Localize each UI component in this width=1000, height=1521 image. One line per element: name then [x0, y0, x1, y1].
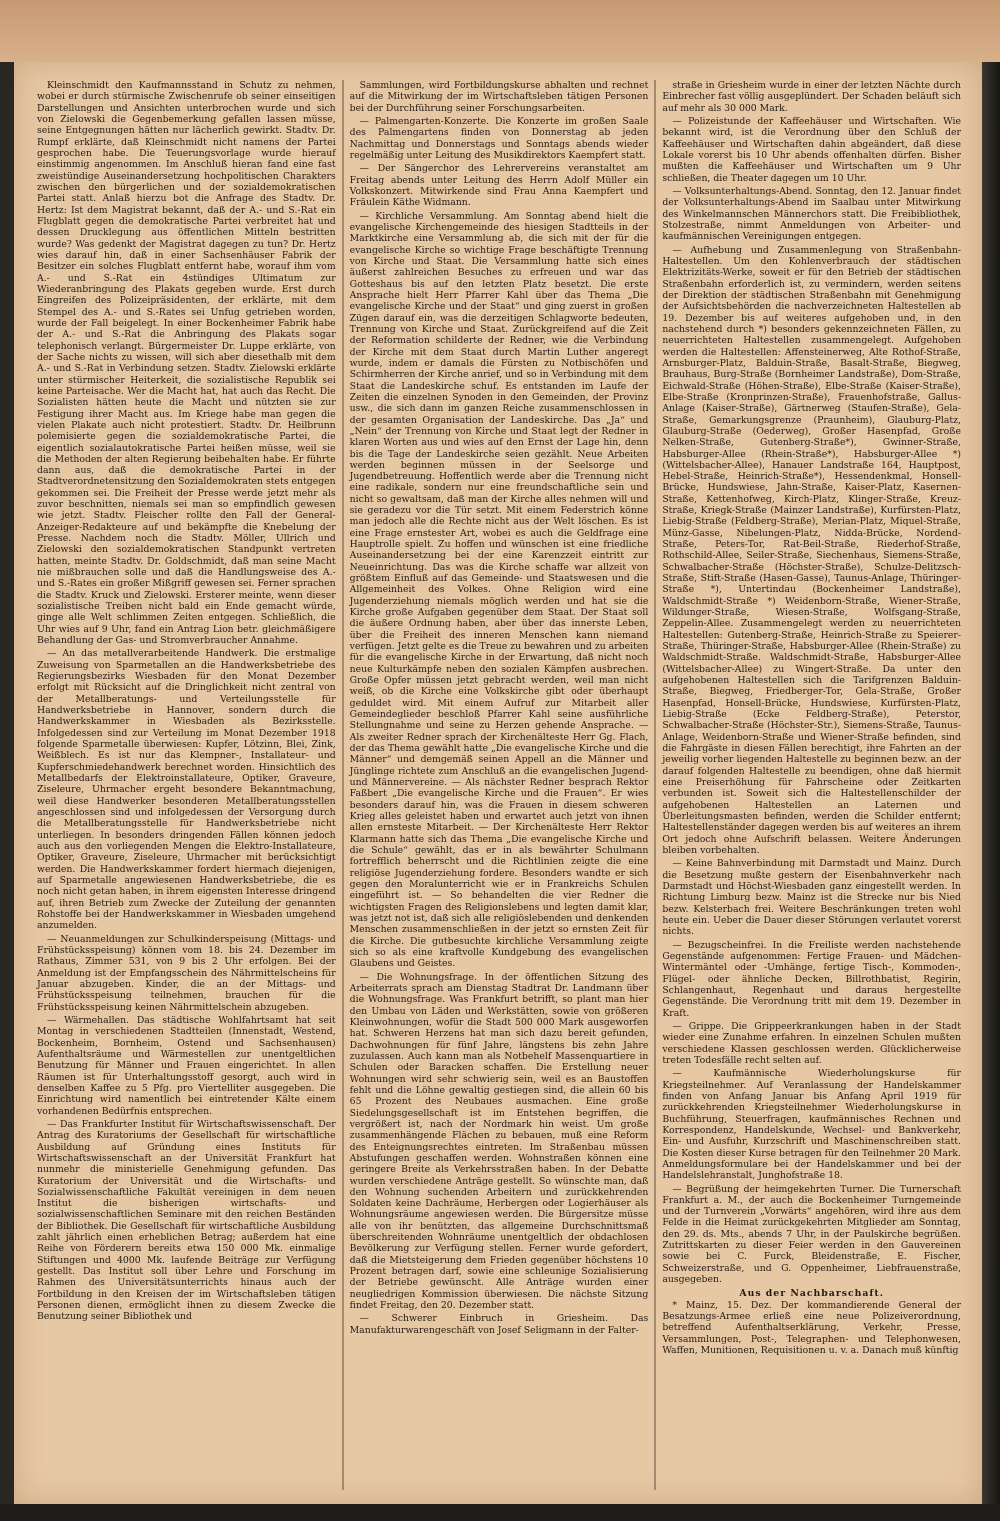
article-paragraph: Kleinschmidt den Kaufmannsstand in Schutz zu nehmen, wobei er durch stürmische Zwischenrufe ob seiner einseitigen Darstellungen und Ansichten unterbrochen wurde und sich von Zielowski die Gegenbemerkung gefallen lassen müsse, seine Entgegnungen hätten nur lächerlich gewirkt. Stadtv. Dr. Rumpf erklärte, daß Kleinschmidt nicht namens der Partei gesprochen habe. Die Teuerungsvorlage wurde hierauf einstimmig angenommen. Im Anschluß hieran fand eine fast zweistündige Auseinandersetzung hochpolitischen Charakters zwischen den bürgerlichen und der sozialdemokratischen Partei statt. Anlaß hierzu bot die Anfrage des Stadtv. Dr. Hertz: Ist dem Magistrat bekannt, daß der A.- und S.-Rat ein Flugblatt gegen die demokratische Partei verbreitet hat und dessen Drucklegung aus öffentlichen Mitteln bestritten wurde? Was gedenkt der Magistrat dagegen zu tun? Dr. Hertz wies darauf hin, daß in einer Sachsenhäuser Fabrik der Besitzer ein solches Flugblatt entfernt habe, worauf ihm vom A.- und S.-Rat ein 4stündiges Ultimatum zur Wiederanbringung des Plakats gegeben wurde. Erst durch Eingreifen des Polizeipräsidenten, der erklärte, mit dem Stempel des A.- und S.-Rates sei Unfug getrieben worden, wurde der Fall beigelegt. In einer Bockenheimer Fabrik habe der A.- und S.-Rat die Anbringung des Plakats sogar telephonisch verlangt. Bürgermeister Dr. Luppe erklärte, von der Sache nichts zu wissen, will sich aber diesethalb mit dem A.- und S.-Rat in Verbindung setzen. Stadtv. Zielowski erklärte unter stürmischer Heiterkeit, die sozialistische Republik sei keine Parteisache. Wer die Macht hat, hat auch das Recht. Die Sozialisten hätten heute die Macht und nützten sie zur Festigung ihrer Macht aus. Im Kriege habe man gegen die vielen Plakate auch nicht protestiert. Stadtv. Dr. Heilbrunn polemisierte gegen die sozialdemokratische Partei, die eigentlich sozialautokratische Partei heißen müsse, weil sie die Methoden der alten Regierung beibehalten habe. Er führte dann aus, daß die demokratische Partei in der Stadtverordnetensitzung den Sozialdemokraten stets entgegen gekommen sei. Die Freiheit der Presse werde jetzt mehr als zuvor beschnitten, niemals sei man so empfindlich gewesen wie jetzt. Stadtv. Fleischer rollte den Fall der General-Anzeiger-Redakteure auf und bekämpfte die Knebelung der Presse. Nachdem noch die Stadtv. Möller, Ullrich und Zielowski den sozialdemokratischen Standpunkt vertreten hatten, meinte Stadtv. Dr. Goldschmidt, daß man seine Macht nie mißbrauchen solle und daß die Handlungsweise des A.- und S.-Rates ein großer Mißgriff gewesen sei. Ferner sprachen die Stadtv. Kruck und Zielowski. Ersterer meinte, wenn dieser sozialistische Treiben nicht bald ein Ende gemacht würde, ginge alle Welt schlimmen Zeiten entgegen. Schließlich, die Uhr wies auf 9 Uhr, fand ein Antrag Lion betr. gleichmäßigere Behandlung der Gas- und Stromverbraucher Annahme.: [37, 80, 336, 647]
column-rule: [342, 80, 344, 1490]
article-paragraph: — Der Sängerchor des Lehrervereins veranstaltet am Freitag abends unter Leitung des Herrn Adolf Müller ein Volkskonzert. Mitwirkende sind Frau Anna Kaempfert und Fräulein Käthe Widmann.: [349, 163, 649, 209]
column-rule: [654, 80, 656, 1490]
article-paragraph: — Polizeistunde der Kaffeehäuser und Wirtschaften. Wie bekannt wird, ist die Verordnung über den Schluß der Kaffeehäuser und Wirtschaften dahin abgeändert, daß diese Lokale vorerst bis 10 Uhr abends offenhalten dürfen. Bisher mußten die Kaffeehäuser und Wirtschaften um 9 Uhr schließen, die Theater dagegen um 10 Uhr.: [662, 115, 961, 184]
article-paragraph: straße in Griesheim wurde in einer der letzten Nächte durch Einbrecher fast völlig ausgeplündert. Der Schaden beläuft sich auf mehr als 30 000 Mark.: [662, 80, 961, 114]
article-paragraph: — Schwerer Einbruch in Griesheim. Das Manufakturwarengeschäft von Josef Seligmann in der Falter-: [349, 1313, 649, 1336]
article-paragraph: — Begrüßung der heimgekehrten Turner. Die Turnerschaft Frankfurt a. M., der auch die Bockenheimer Turngemeinde und der Turnverein „Vorwärts“ angehören, wird ihre aus dem Felde in die Heimat zurückgekehrten Mitglieder am Sonntag, den 29. ds. Mts., abends 7 Uhr, in der Paulskirche begrüßen. Zutrittskarten zu dieser Feier werden in den Gauvereinen sowie bei C. Furck, Bleidenstraße, E. Fischer, Schweizerstraße, und G. Oppenheimer, Liebfrauenstraße, ausgegeben.: [662, 1183, 961, 1286]
article-paragraph: — Neuanmeldungen zur Schulkinderspeisung (Mittags- und Frühstücksspeisung) können vom 18. bis 24. Dezember im Rathaus, Zimmer 531, von 9 bis 2 Uhr erfolgen. Bei der Anmeldung ist der Empfangsschein des Nährmittelscheins für Januar abzugeben. Kinder, die an der Mittags- und Frühstücksspeisung teilnehmen, brauchen für die Frühstücksspeisung keinen Nährmittelschein abzugeben.: [37, 933, 336, 1013]
article-paragraph: Sammlungen, wird Fortbildungskurse abhalten und rechnet auf die Mitwirkung der im Wirtschaftsleben tätigen Personen bei der Durchführung seiner Forschungsarbeiten.: [349, 80, 649, 114]
article-paragraph: — Grippe. Die Grippeerkrankungen haben in der Stadt wieder eine Zunahme erfahren. In einzelnen Schulen mußten verschiedene Klassen geschlossen werden. Glücklicherweise treten Todesfälle recht selten auf.: [662, 1020, 961, 1066]
column-3: [659, 80, 964, 1490]
article-paragraph: — Kaufmännische Wiederholungskurse für Kriegsteilnehmer. Auf Veranlassung der Handelskammer finden von Anfang Januar bis Anfang April 1919 für zurückkehrenden Kriegsteilnehmer Wiederholungskurse in Buchführung, Steuerfragen, kaufmännisches Rechnen und Korrespondenz, Handelskunde, Wechsel- und Bankverkehr, Ein- und Ausfuhr, Kurzschrift und Maschinenschreiben statt. Die Kosten dieser Kurse betragen für den Teilnehmer 20 Mark. Anmeldungsformulare bei der Handelskammer und bei der Handelslehranstalt, Junghofstraße 18.: [662, 1068, 961, 1182]
newspaper-page: [14, 62, 982, 1504]
article-paragraph: — Kirchliche Versammlung. Am Sonntag abend hielt die evangelische Kirchengemeinde des hiesigen Stadtteils in der Marktkirche eine Versammlung ab, die sich mit der für die evangelische Kirche so wichtige Frage beschäftigte Trennung von Kirche und Staat. Die Versammlung hatte sich eines äußerst zahlreichen Besuches zu erfreuen und war das Gotteshaus bis auf den letzten Platz besetzt. Die erste Ansprache hielt Herr Pfarrer Kahl über das Thema „Die evangelische Kirche und der Staat“ und ging zuerst in großen Zügen darauf ein, was die derzeitigen Schlagworte bedeuten, Trennung von Kirche und Staat. Zurückgreifend auf die Zeit der Reformation schilderte der Redner, wie die Verbindung der Kirche mit dem Staat durch Martin Luther angeregt wurde, indem er damals die Fürsten zu Notbischöfen und Schirmherren der Kirche anrief, und so in Verbindung mit dem Staat die Landeskirche schuf. Es entstanden im Laufe der Zeiten die einzelnen Synoden in den Gemeinden, der Provinz usw., die sich dann im ganzen Reiche zusammenschlossen in der gesamten Organisation der Landeskirche. Das „Ja“ und „Nein“ der Trennung von Kirche und Staat legt der Redner in klaren Worten aus und wies auf den Ernst der Lage hin, denn bis die Tage der Landeskirche seien gezählt. Neue Arbeiten werden beginnen müssen in der Seelsorge und Jugendbetreuung. Hoffentlich werde aber die Trennung nicht eine radikale, sondern nur eine freundschaftliche sein und nicht so gewaltsam, daß man der Kirche alles nehmen will und sie geradezu vor die Tür setzt. Mit einem Federstrich könne man jedoch alle die Rechte nicht aus der Welt löschen. Es ist eine Frage ernstester Art, wobei es auch die Geldfrage eine Hauptrolle spielt. Zu hoffen und wünschen ist eine friedliche Auseinandersetzung bei der eine Karenzzeit eintritt zur Neueinrichtung. Das was die Kirche schaffe war allzeit von größtem Einfluß auf das Gemeinde- und Staatswesen und die Allgemeinheit des Volkes. Ohne Religion wird eine Jugenderziehung niemals möglich werden und hat sie die Kirche große Aufgaben gegenüber dem Staat. Der Staat soll die äußere Ordnung haben, aber über das innerste Leben, über die Freiheit des inneren Menschen kann niemand verfügen. Jetzt gelte es die Treue zu bewahren und zu arbeiten für die evangelische Kirche in der Erwartung, daß nicht noch neue Kulturkämpfe neben den sozialen Kämpfen ausbrechen. Große Opfer müssen jetzt gebracht werden, weil man nicht weiß, ob die Kirche eine Volkskirche gibt oder überhaupt geduldet wird. Mit einem Aufruf zur Mitarbeit aller Gemeindeglieder beschloß Pfarrer Kahl seine ausführliche Stellungnahme und seine zu Herzen gehende Ansprache. — Als zweiter Redner sprach der Kirchenälteste Herr Gg. Flach, der das Thema gewählt hatte „Die evangelische Kirche und die Männer“ und demgemäß seinen Appell an die Männer und Jünglinge richtete zum Anschluß an die evangelischen Jugend- und Männervereine. — Als nächster Redner besprach Rektor Faßbert „Die evangelische Kirche und die Frauen“. Er wies besonders darauf hin, was die Frauen in diesem schweren Krieg alles geleistet haben und erwartet auch jetzt von ihnen allen ernsteste Mitarbeit. — Der Kirchenälteste Herr Rektor Klarmann hatte sich das Thema „Die evangelische Kirche und die Schule“ gewählt, das er in als bewährter Schulmann fortrefflich beherrscht und die Richtlinien zeigte die eine religiöse Jugenderziehung fordere. Besonders wandte er sich gegen den Moralunterricht wie er in Frankreichs Schulen eingeführt ist. — So behandelten die vier Redner die wichtigsten Fragen des Religionslebens und legten damit klar, was jetzt not ist, daß sich alle religiöslebenden und denkenden Menschen zusammenschließen in der jetzt so ernsten Zeit für die Kirche. Die gutbesuchte kirchliche Versammlung zeigte sich so als eine kraftvolle Kundgebung des evangelischen Glaubens und Geistes.: [349, 210, 649, 970]
section-heading: Aus der Nachbarschaft.: [739, 1288, 884, 1300]
article-paragraph: — Wärmehallen. Das städtische Wohlfahrtsamt hat seit Montag in verschiedenen Stadtteilen (Innenstadt, Westend, Bockenheim, Bornheim, Ostend und Sachsenhausen) Aufenthaltsräume und Wärmestellen zur unentgeltlichen Benutzung für Männer und Frauen eingerichtet. In allen Räumen ist für Unterhaltungsstoff gesorgt, auch wird in denselben Kaffee zu 5 Pfg. pro Viertelliter ausgegeben. Die Einrichtung wird namentlich bei eintretender Kälte einem vorhandenen Bedürfnis entsprechen.: [37, 1014, 336, 1117]
article-paragraph: — Volksunterhaltungs-Abend. Sonntag, den 12. Januar findet der Volksunterhaltungs-Abend im Saalbau unter Mitwirkung des Winkelmannschen Männerchors statt. Die Freibibliothek, Stolzestraße, nimmt Anmeldungen von Arbeiter- und kaufmännischen Vereinigungen entgegen.: [662, 185, 961, 243]
article-paragraph: — Aufhebung und Zusammenlegung von Straßenbahn-Haltestellen. Um den Kohlenverbrauch der städtischen Elektrizitäts-Werke, soweit er für den Betrieb der städtischen Straßenbahn erforderlich ist, zu vermindern, werden seitens der Direktion der städtischen Straßenbahn mit Genehmigung der Aufsichtsbehörden die nachverzeichneten Haltestellen ab 19. Dezember bis auf weiteres aufgehoben und, in den nachstehend durch *) besonders gekennzeichneten Fällen, zu neuerrichteten Haltestellen zusammengelegt. Aufgehoben werden die Haltestellen: Affensteinerweg, Alte Rothof-Straße, Arnsburger-Platz, Balduin-Straße, Basalt-Straße, Biegweg, Brauhaus, Burg-Straße (Bornheimer Landstraße), Dom-Straße, Eichwald-Straße (Höhen-Straße), Elbe-Straße (Kaiser-Straße), Elbe-Straße (Kronprinzen-Straße), Frauenhofstraße, Gallus-Anlage (Kaiser-Straße), Gärtnerweg (Staufen-Straße), Gela-Straße, Gemarkungsgrenze (Praunheim), Glauburg-Platz, Glauburg-Straße (Oederweg), Großer Hasenpfad, Große Nelken-Straße, Gutenberg-Straße*), Gwinner-Straße, Habsburger-Allee (Rhein-Straße*), Habsburger-Allee *) (Wittelsbacher-Allee), Hanauer Landstraße 164, Hauptpost, Hebel-Straße, Heinrich-Straße*), Hessendenkmal, Honsell-Brücke, Hundswiese, Jahn-Straße, Kaiser-Platz, Kasernen-Straße, Kettenhofweg, Kirch-Platz, Klinger-Straße, Kreuz-Straße, Kriegk-Straße (Mainzer Landstraße), Kurfürsten-Platz, Liebig-Straße (Feldberg-Straße), Merian-Platz, Miquel-Straße, Münz-Gasse, Nibelungen-Platz, Nidda-Brücke, Nordend-Straße, Peters-Tor, Rat-Beil-Straße, Riederhof-Straße, Rothschild-Allee, Seiler-Straße, Siechenhaus, Siemens-Straße, Schwalbacher-Straße (Höchster-Straße), Schulze-Delitzsch-Straße, Stift-Straße (Hasen-Gasse), Taunus-Anlage, Thüringer-Straße *), Untertindau (Bockenheimer Landstraße), Waldschmidt-Straße *) Weidenborn-Straße, Wiener-Straße, Wildunger-Straße, Wiesen-Straße, Wolfsgang-Straße, Zeppelin-Allee. Zusammengelegt werden zu neuerrichteten Haltestellen: Gutenberg-Straße, Heinrich-Straße zu Speierer-Straße, Thüringer-Straße, Habsburger-Allee (Rhein-Straße) zu Waldschmidt-Straße. Waldschmidt-Straße, Habsburger-Allee (Wittelsbacher-Allee) zu Wingert-Straße. Da unter den aufgehobenen Haltestellen sich die Tarifgrenzen Balduin-Straße, Biegweg, Friedberger-Tor, Gela-Straße, Großer Hasenpfad, Honsell-Brücke, Hundswiese, Kurfürsten-Platz, Liebig-Straße (Ecke Feldberg-Straße), Peterstor, Schwalbacher-Straße (Höchster-Str.), Siemens-Straße, Taunus-Anlage, Weidenborn-Straße und Wiener-Straße befinden, sind die Fahrgäste in diesen Fällen berechtigt, ihre Fahrten an der jeweilig vorher liegenden Haltestelle zu beginnen bezw. an der darauf folgenden Haltestelle zu beendigen, ohne daß hiermit eine Preiserhöhung für Fahrscheine oder Zeitkarten verbunden ist. Soweit sich die Haltestellenschilder der aufgehobenen Haltestellen an Laternen und Überleitungsmasten befinden, werden die Schilder entfernt; Haltestellenständer dagegen werden bis auf weiteres an ihrem Ort jedoch ohne Aufschrift belassen. Weitere Änderungen bleiben vorbehalten.: [662, 244, 961, 856]
scan-top-margin: [0, 0, 1000, 62]
column-1: [34, 80, 339, 1490]
article-paragraph: — Die Wohnungsfrage. In der öffentlichen Sitzung des Arbeiterrats sprach am Dienstag Stadtrat Dr. Landmann über die Wohnungsfrage. Was Frankfurt betrifft, so plant man hier den Umbau von Läden und Werkstätten, sowie von größeren Kleinwohnungen, wofür die Stadt 500 000 Mark ausgeworfen hat. Schweren Herzens hat man sich dazu bereit gefunden, Dachwohnungen für fünf Jahre, längstens bis zehn Jahre zuzulassen. Auch kann man als Notbehelf Massenquartiere in Schulen oder Baracken schaffen. Die Erstellung neuer Wohnungen wird sehr schwierig sein, weil es an Baustoffen fehlt und die Löhne gewaltig gestiegen sind, die allein 60 bis 65 Prozent des Neubaues ausmachen. Eine große Siedelungsgesellschaft ist im Entstehen begriffen, die vergrößert ist, nach der Nordmark hin weist. Um große zusammenhängende Flächen zu bebauen, muß eine Reform des Enteignungsrechtes eintreten. Im Straßenbau müssen Abstufungen geschaffen werden. Wohnstraßen können eine geringere Breite als Verkehrsstraßen haben. In der Debatte wurden verschiedene Anträge gestellt. So wünschte man, daß den Wohnung suchenden Arbeitern und zurückkehrenden Soldaten keine Dachräume, Herbergen oder Logierhäuser als Wohnungsräume angewiesen werden. Die Bürgersitze müsse alle von ihr benützten, das allgemeine Durchschnittsmaß überschreitenden Wohnräume unentgeltlich der obdachlosen Bevölkerung zur Verfügung stellen. Ferner wurde gefordert, daß die Mietsteigerung dem Frieden gegenüber höchstens 10 Prozent betragen darf, sowie eine schleunige Sozialisierung der Betriebe gewünscht. Alle Anträge wurden einer neugliedrigen Kommission überwiesen. Die nächste Sitzung findet Freitag, den 20. Dezember statt.: [349, 971, 649, 1312]
scan-binding-edge: [982, 62, 1000, 1504]
column-2: [347, 80, 652, 1490]
scan-bottom-margin: [0, 1504, 1000, 1521]
article-paragraph: — Bezugscheinfrei. In die Freiliste werden nachstehende Gegenstände aufgenommen: Fertige Frauen- und Mädchen-Wintermäntel oder -Umhänge, fertige Tisch-, Kommoden-, Flügel- oder ähnliche Decken, Billrothbatist, Regirin, Schlangenhaut, Regenhaut und daraus hergestellte Gegenstände. Die Verordnung tritt mit dem 19. Dezember in Kraft.: [662, 939, 961, 1019]
article-paragraph: — An das metallverarbeitende Handwerk. Die erstmalige Zuweisung von Sparmetallen an die Handwerksbetriebe des Regierungsbezirks Wiesbaden für den Monat Dezember erfolgt mit Rücksicht auf die Dringlichkeit nicht zentral von der Metallberatungs- und Verteilungsstelle für Handwerksbetriebe in Hannover, sondern durch die Handwerkskammer in Wiesbaden als Bezirksstelle. Infolgedessen sind zur Verteilung im Monat Dezember 1918 folgende Sparmetalle überwiesen: Kupfer, Lötzinn, Blei, Zink, Weißblech. Es ist nur das Klempner-, Installateur- und Kupferschmiedehandwerk berechnet worden. Hinsichtlich des Metallbedarfs der Elektroinstallateure, Optiker, Graveure, Ziseleure, Uhrmacher ergeht besondere Bekanntmachung, weil diese Handwerker besonderen Metallberatungsstellen angeschlossen sind und infolgedessen der Versorgung durch die Metallberatungsstelle für Handwerksbetriebe nicht unterliegen. In besonders dringenden Fällen können jedoch auch aus den vorliegenden Mengen die Elektro-Installateure, Optiker, Graveure, Ziseleure, Uhrmacher mit berücksichtigt werden. Die Handwerkskammer fordert hiermach diejenigen, auf Sparmetalle angewiesenen Handwerksbetriebe, die es noch nicht getan haben, in ihrem eigensten Interesse dringend auf, ihren Betrieb zum Zwecke der Zuteilung der genannten Rohstoffe bei der Handwerkskammer in Wiesbaden umgehend anzumelden.: [37, 648, 336, 932]
article-paragraph: — Das Frankfurter Institut für Wirtschaftswissenschaft. Der Antrag des Kuratoriums der Gesellschaft für wirtschaftliche Ausbildung auf Gründung eines Instituts für Wirtschaftswissenschaft an der Universität Frankfurt hat nunmehr die ministerielle Genehmigung gefunden. Das Kuratorium der Universität und die Wirtschafts- und Sozialwissenschaftliche Fakultät vereinigen in dem neuen Institut die bisherigen wirtschafts- und sozialwissenschaftlichen Seminare mit den reichen Beständen der Bibliothek. Die Gesellschaft für wirtschaftliche Ausbildung zahlt jährlich einen erheblichen Betrag; außerdem hat eine Reihe von Förderern bereits etwa 150 000 Mk. einmalige Stiftungen und 4000 Mk. laufende Beiträge zur Verfügung gestellt. Das Institut soll über Lehre und Forschung im Rahmen des Universitätsunterrichts hinaus auch der Fortbildung in den Kreisen der im Wirtschaftsleben tätigen Personen dienen, ermöglicht ihnen zu diesem Zwecke die Benutzung seiner Bibliothek und: [37, 1118, 336, 1323]
article-paragraph: — Palmengarten-Konzerte. Die Konzerte im großen Saale des Palmengartens finden von Donnerstag ab jeden Nachmittag und Donnerstags und Sonntags abends wieder regelmäßig unter Leitung des Musikdirektors Kaempfert statt.: [349, 115, 649, 161]
article-paragraph: — Keine Bahnverbindung mit Darmstadt und Mainz. Durch die Besetzung mußte gestern der Eisenbahnverkehr nach Darmstadt und Höchst-Wiesbaden ganz eingestellt werden. In Richtung Limburg bezw. Mainz ist die Strecke nur bis Nied bezw. Kelsterbach frei. Weitere Beschränkungen treten wohl heute ein. Ueber die Dauer dieser Störungen verlautet vorerst nichts.: [662, 858, 961, 938]
article-paragraph: * Mainz, 15. Dez. Der kommandierende General der Besatzungs-Armee erließ eine neue Polizeiverordnung, betreffend Aufenthaltserklärung, Verkehr, Presse, Versammlungen, Post-, Telegraphen- und Telephonwesen, Waffen, Munitionen, Requisitionen u. v. a. Danach muß künftig: [662, 1299, 961, 1357]
column-container: [34, 80, 964, 1490]
